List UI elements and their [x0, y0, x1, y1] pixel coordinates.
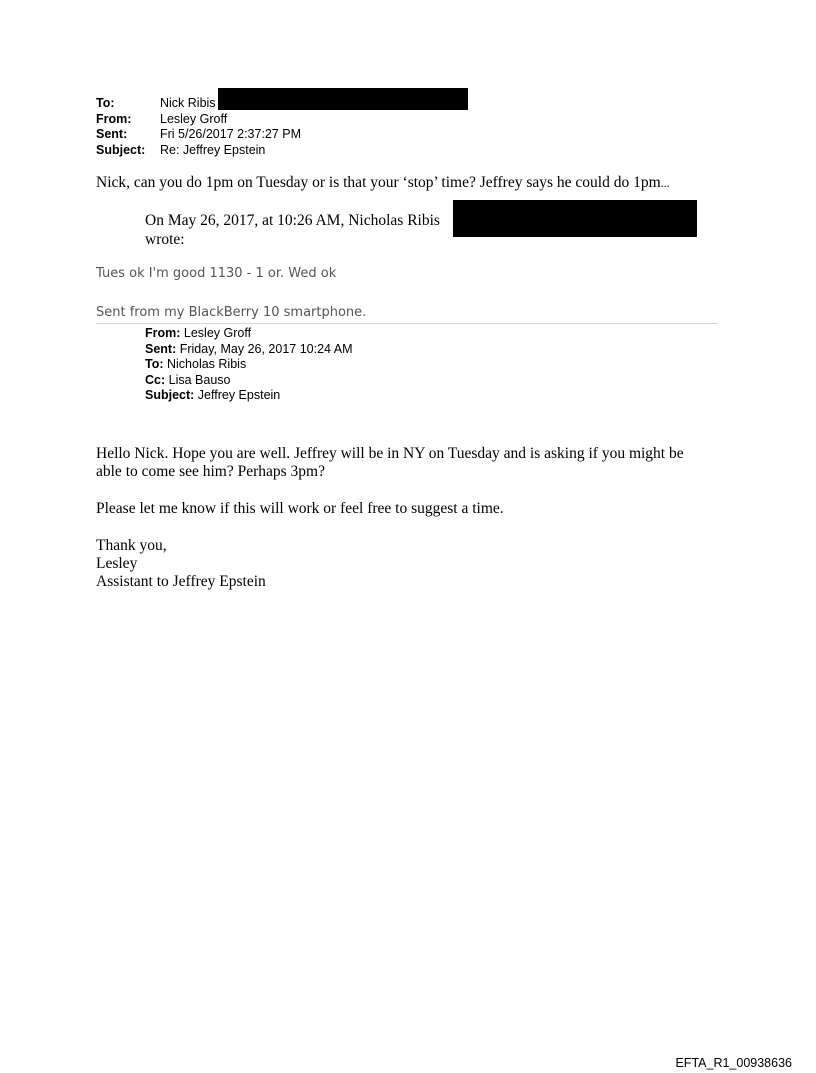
header-to-label: To:	[96, 96, 115, 110]
fwd-subject-row	[145, 388, 353, 404]
header-sent-value: Fri 5/26/2017 2:37:27 PM	[160, 127, 302, 141]
closing-title: Assistant to Jeffrey Epstein	[96, 573, 266, 590]
closing-name: Lesley	[96, 555, 138, 572]
fwd-from-row	[145, 326, 353, 342]
header-from-value: Lesley Groff	[160, 111, 228, 126]
header-sent-label: Sent:	[96, 127, 128, 141]
closing-thank-you: Thank you,	[96, 537, 167, 554]
reply-ellipsis: ...	[660, 176, 670, 190]
blackberry-signature: Sent from my BlackBerry 10 smartphone.	[96, 305, 367, 320]
header-subject-label: Subject:	[96, 142, 146, 157]
document-id: EFTA_R1_00938636	[675, 1056, 792, 1070]
separator-line	[96, 323, 718, 324]
fwd-sent-row	[145, 342, 353, 358]
fwd-sent-value: Friday, May 26, 2017 10:24 AM	[179, 341, 353, 356]
quote-intro-line1: On May 26, 2017, at 10:26 AM, Nicholas Ribis	[145, 212, 440, 229]
redaction-block-to	[218, 88, 468, 110]
header-subject-value: Re: Jeffrey Epstein	[160, 142, 266, 157]
fwd-cc-row	[145, 373, 353, 389]
fwd-subject-value: Jeffrey Epstein	[197, 388, 281, 403]
forwarded-header	[145, 326, 353, 404]
fwd-to-label: To:	[145, 357, 164, 372]
fwd-to-row	[145, 357, 353, 373]
reply-text	[96, 174, 670, 192]
fwd-cc-label: Cc:	[145, 372, 166, 387]
fwd-sent-label: Sent:	[145, 341, 177, 356]
fwd-cc-value: Lisa Bauso	[168, 372, 231, 387]
quote-intro	[145, 211, 440, 249]
fwd-from-value: Lesley Groff	[183, 326, 252, 340]
header-to-value: Nick Ribis	[160, 96, 216, 110]
fwd-subject-label: Subject:	[145, 388, 195, 403]
original-paragraph-2: Please let me know if this will work or feel free to suggest a time.	[96, 500, 504, 517]
blackberry-message: Tues ok I'm good 1130 - 1 or. Wed ok	[96, 266, 337, 281]
header-from-label: From:	[96, 111, 132, 126]
original-paragraph-1: Hello Nick. Hope you are well. Jeffrey will be in NY on Tuesday and is asking if you might be able to come see him? Perhaps 3pm?	[96, 445, 684, 480]
fwd-to-value: Nicholas Ribis	[167, 357, 247, 372]
redaction-block-quote	[453, 200, 697, 237]
fwd-from-label: From:	[145, 326, 181, 340]
reply-text-main: Nick, can you do 1pm on Tuesday or is that your ‘stop’ time? Jeffrey says he could do 1pm	[96, 174, 661, 191]
quote-intro-line2: wrote:	[145, 231, 185, 248]
closing-block	[96, 537, 266, 591]
